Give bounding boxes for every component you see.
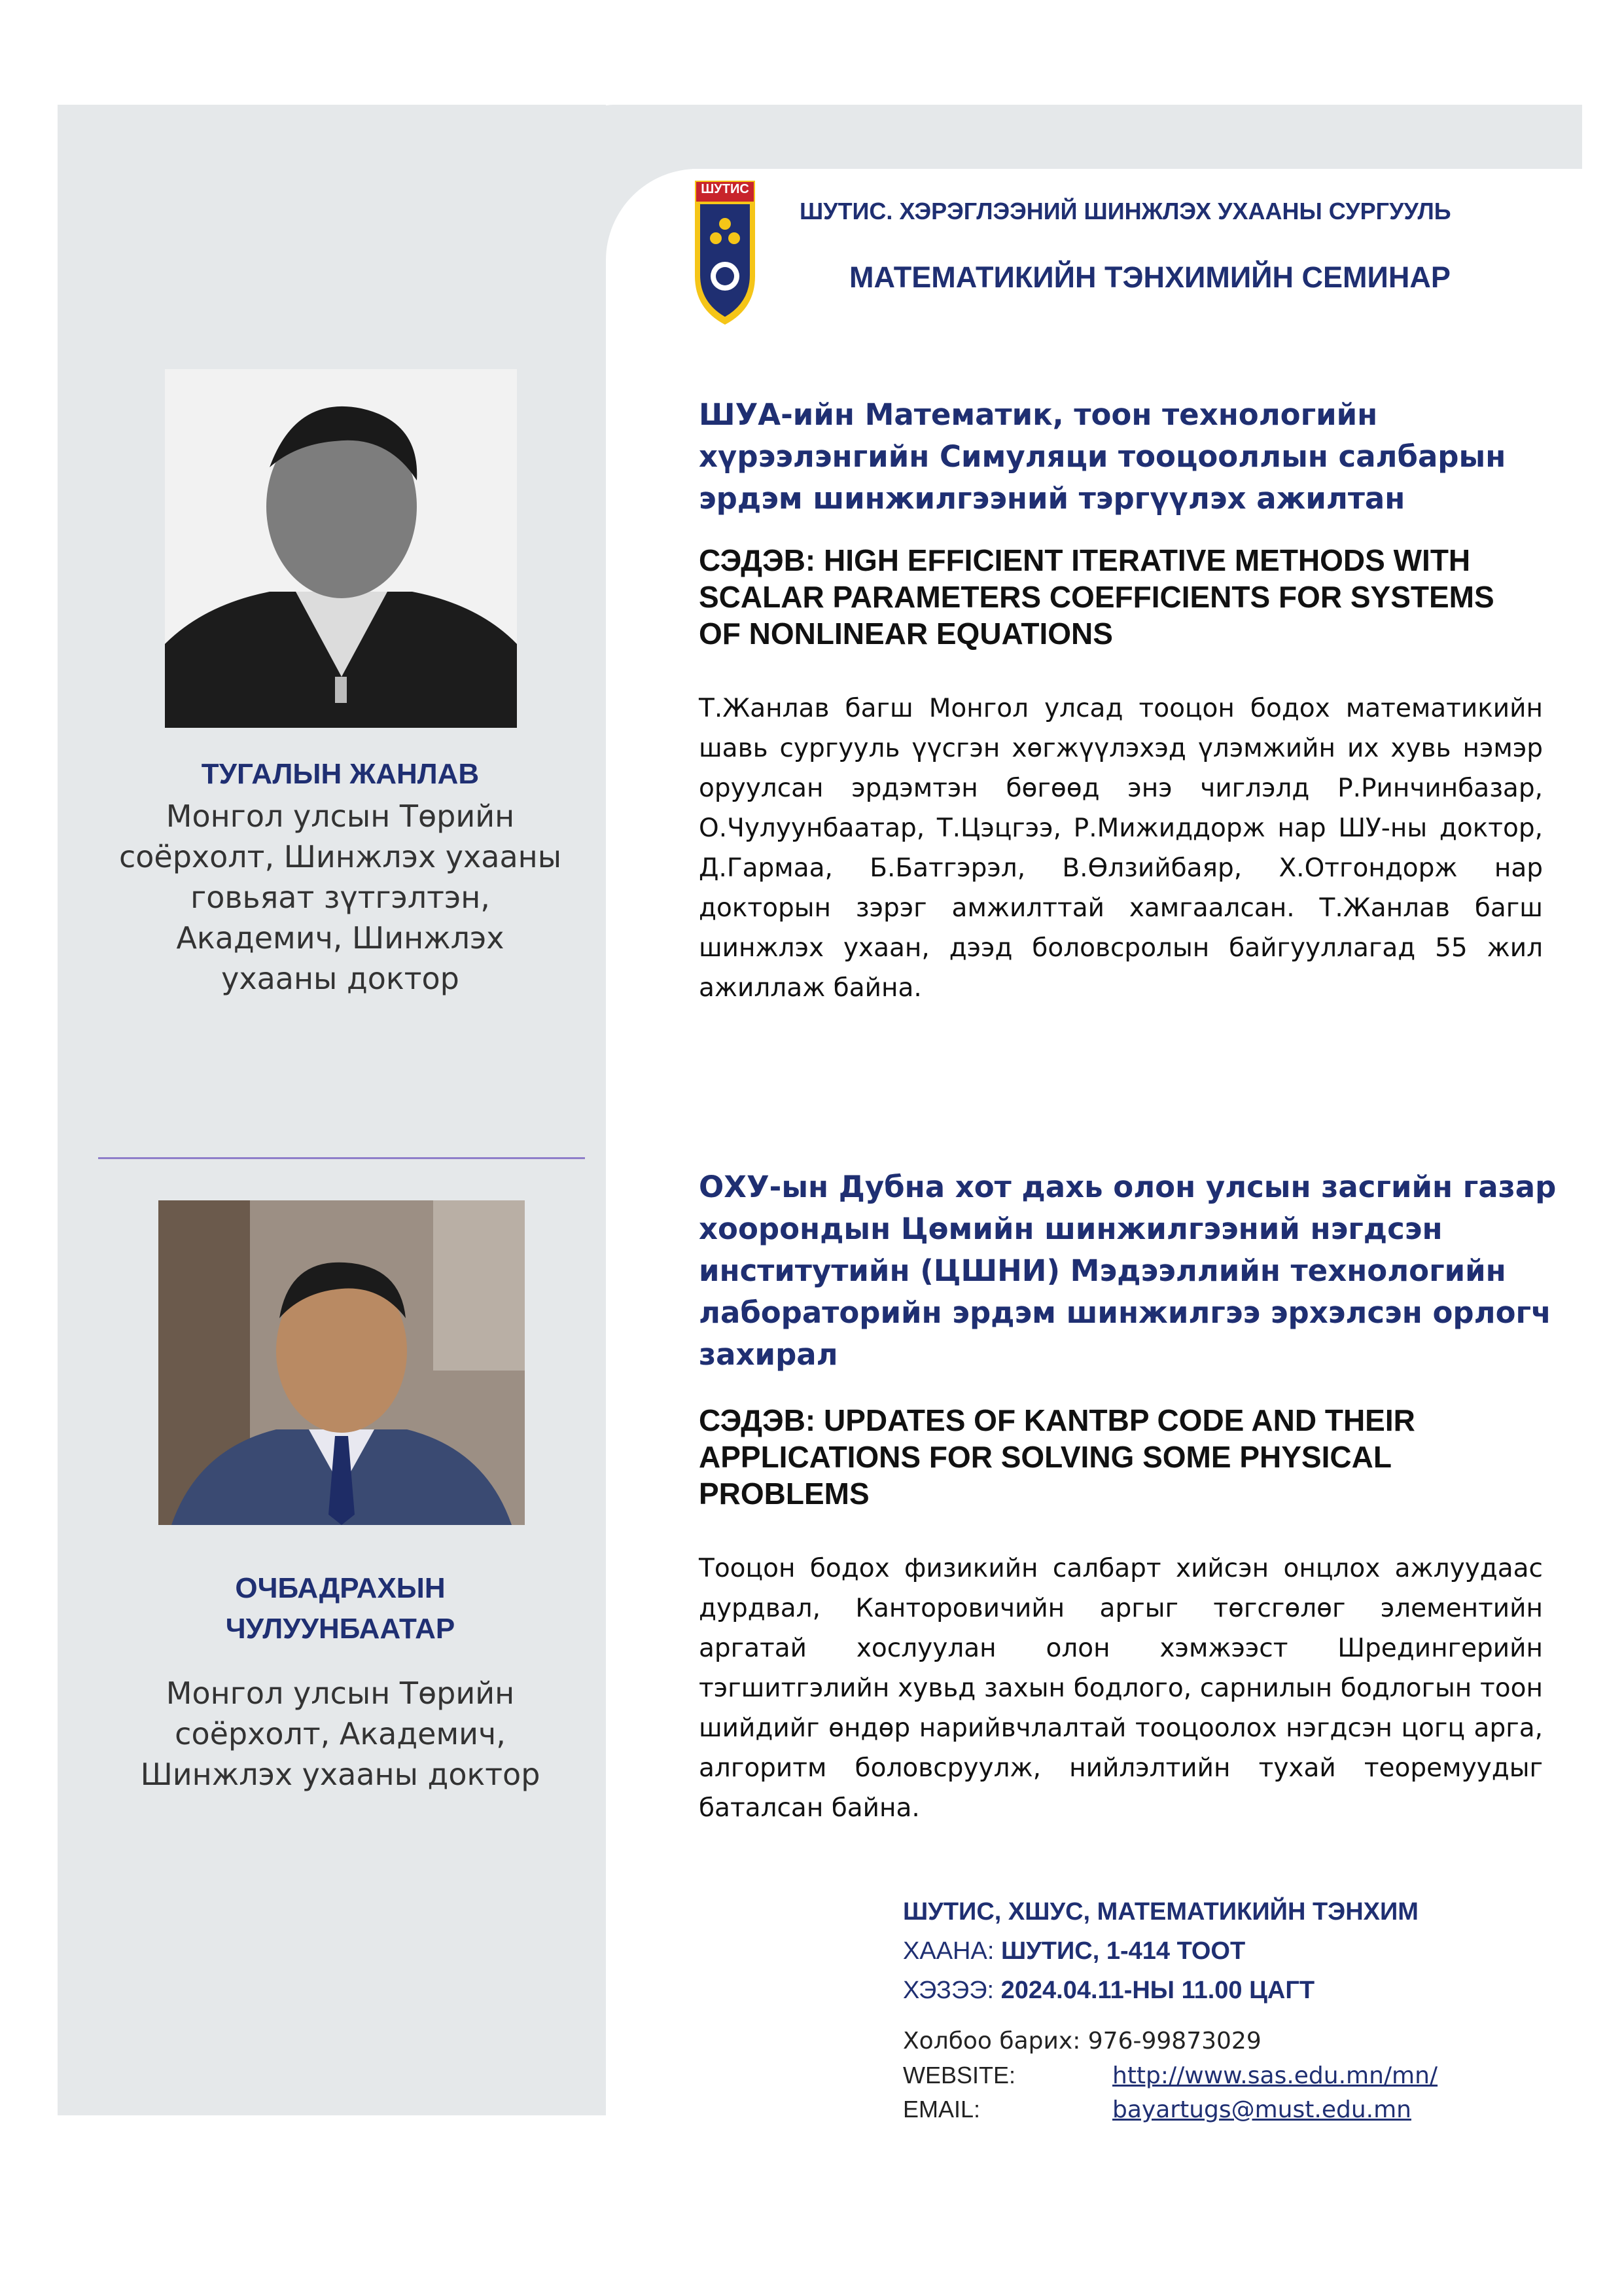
where-label: ХААНА: <box>903 1937 1001 1965</box>
where-value: ШУТИС, 1-414 ТООТ <box>1000 1937 1246 1965</box>
speaker1-topic-line: OF NONLINEAR EQUATIONS <box>699 617 1113 651</box>
footer-org: ШУТИС, ХШУС, МАТЕМАТИКИЙН ТЭНХИМ <box>903 1898 1419 1926</box>
speaker2-desc-line: Шинжлэх ухааны доктор <box>140 1757 540 1792</box>
speaker2-name-line: ОЧБАДРАХЫН <box>235 1572 446 1604</box>
speaker1-desc-line: говьяат зүтгэлтэн, <box>190 880 490 915</box>
speaker2-position-line: хоорондын Цөмийн шинжилгээний нэгдсэн <box>699 1211 1443 1246</box>
website-label: WEBSITE: <box>903 2062 1016 2089</box>
speaker2-bio: Тооцон бодох физикийн салбарт хийсэн онцлох ажлуудаас дурдвал, Канторовичийн аргыг төгсгөлөг элементийн аргатай хослуулан олон хэмжээст Шредингерийн тэгшитгэлийн хувьд захын бодлого, сарнилын бодлогын тоон шийдийг өндөр нарийвчлалтай тооцоолох нэгдсэн цогц арга, алгоритм боловсруулж, нийлэлтийн тухай теоремуудыг баталсан байна. <box>699 1554 1543 1823</box>
school-name: ШУТИС. ХЭРЭГЛЭЭНИЙ ШИНЖЛЭХ УХААНЫ СУРГУУЛЬ <box>800 198 1451 224</box>
speaker2-name <box>131 1568 550 1649</box>
speaker1-photo <box>165 369 517 728</box>
speaker2-topic <box>699 1402 1562 1512</box>
header-band <box>574 105 1582 169</box>
speaker1-position-line: хүрээлэнгийн Симуляци тооцооллын салбарын <box>699 439 1506 474</box>
speaker2-position-line: ОХУ-ын Дубна хот дахь олон улсын засгийн газар <box>699 1170 1557 1204</box>
speaker2-position <box>699 1166 1562 1376</box>
footer-where <box>903 1937 1245 1965</box>
speaker2-topic-line: СЭДЭВ: UPDATES OF KANTBP CODE AND THEIR <box>699 1403 1415 1437</box>
speaker1-desc-line: Академич, Шинжлэх <box>176 920 504 956</box>
speaker2-name-line: ЧУЛУУНБААТАР <box>225 1613 455 1645</box>
speaker2-position-line: институтийн (ЦШНИ) Мэдээллийн технологийн <box>699 1253 1506 1288</box>
speaker1-topic-line: SCALAR PARAMETERS COEFFICIENTS FOR SYSTEMS <box>699 580 1494 614</box>
speaker2-desc-line: соёрхолт, Академич, <box>175 1716 506 1751</box>
speaker1-position <box>699 394 1562 520</box>
email-link[interactable]: bayartugs@must.edu.mn <box>1112 2096 1411 2123</box>
when-value: 2024.04.11-НЫ 11.00 ЦАГТ <box>1000 1977 1315 2004</box>
speaker1-desc-line: Монгол улсын Төрийн <box>166 798 515 834</box>
footer-when <box>903 1977 1315 2005</box>
website-link[interactable]: http://www.sas.edu.mn/mn/ <box>1112 2062 1438 2089</box>
email-label: EMAIL: <box>903 2096 981 2123</box>
speaker1-topic <box>699 542 1562 652</box>
side-panel-top <box>58 105 123 262</box>
speaker1-desc-line: соёрхолт, Шинжлэх ухааны <box>118 839 562 874</box>
speaker2-position-line: лабораторийн эрдэм шинжилгээ эрхэлсэн орлогч <box>699 1295 1551 1330</box>
speaker2-desc-line: Монгол улсын Төрийн <box>166 1676 515 1711</box>
side-panel-bottom <box>58 1984 606 2115</box>
seminar-title: МАТЕМАТИКИЙН ТЭНХИМИЙН СЕМИНАР <box>849 260 1451 294</box>
speaker2-topic-line: APPLICATIONS FOR SOLVING SOME PHYSICAL <box>699 1440 1392 1474</box>
speaker1-name: ТУГАЛЫН ЖАНЛАВ <box>201 758 480 790</box>
footer-contact: Холбоо барих: 976-99873029 <box>903 2028 1262 2054</box>
speaker2-photo <box>158 1200 525 1525</box>
speaker2-position-line: захирал <box>699 1337 838 1372</box>
speaker1-topic-line: СЭДЭВ: HIGH EFFICIENT ITERATIVE METHODS WITH <box>699 543 1471 577</box>
speaker-divider <box>98 1157 585 1159</box>
footer-website <box>903 2062 1438 2089</box>
speaker2-description <box>98 1673 582 1795</box>
speaker1-position-line: ШУА-ийн Математик, тоон технологийн <box>699 397 1378 432</box>
speaker1-position-line: эрдэм шинжилгээний тэргүүлэх ажилтан <box>699 481 1405 516</box>
logo-text: ШУТИС <box>701 182 749 196</box>
shutis-logo <box>692 178 758 327</box>
speaker1-bio: Т.Жанлав багш Монгол улсад тооцон бодох математикийн шавь сургууль үүсгэн хөгжүүлэхэд үлэмжийн их хувь нэмэр оруулсан эрдэмтэн бөгөөд энэ чиглэлд Р.Ринчинбазар, О.Чулуунбаатар, Т.Цэцгээ, Р.Мижиддорж нар ШУ-ны доктор, Д.Гармаа, Б.Батгэрэл, В.Өлзийбаяр, Х.Отгондорж нар докторын зэрэг амжилттай хамгаалсан. Т.Жанлав багш шинжлэх ухаан, дээд боловсролын байгууллагад 55 жил ажиллаж байна. <box>699 694 1543 1003</box>
footer-email <box>903 2096 1411 2123</box>
when-label: ХЭЗЭЭ: <box>903 1977 1001 2004</box>
speaker1-desc-line: ухааны доктор <box>221 961 459 996</box>
speaker2-topic-line: PROBLEMS <box>699 1477 870 1511</box>
speaker1-description <box>98 796 582 999</box>
